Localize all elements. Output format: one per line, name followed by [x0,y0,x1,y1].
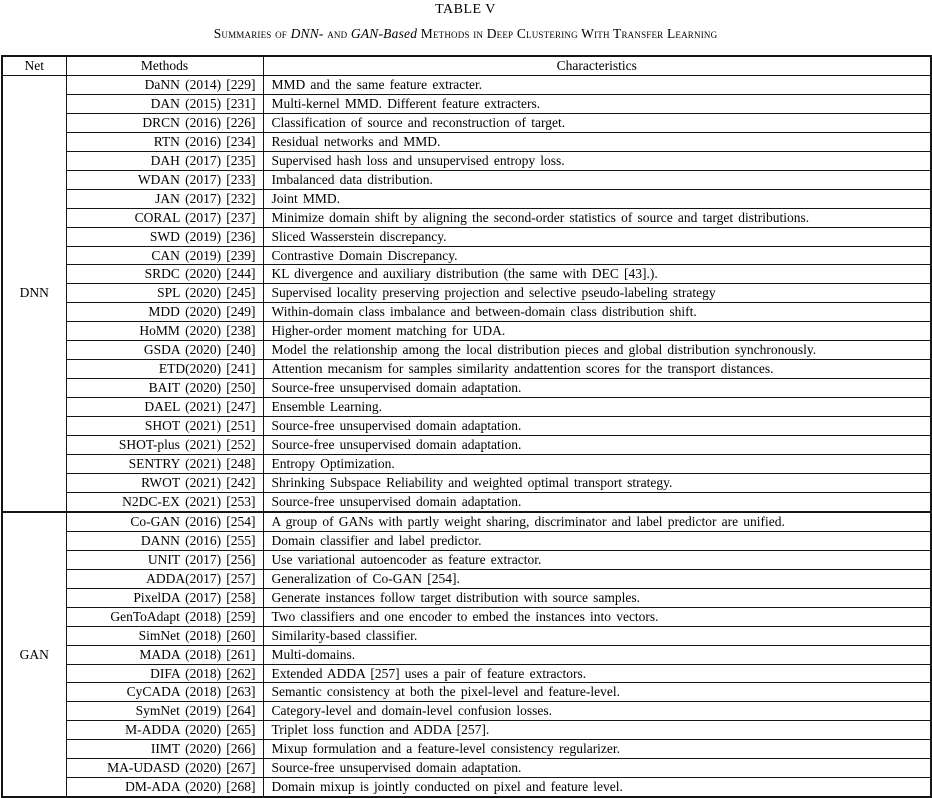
net-group-label: DNN [2,75,66,511]
characteristic-cell: Entropy Optimization. [263,455,931,474]
table-row [2,360,931,379]
method-cell: DANN (2016) [255] [66,531,263,550]
characteristic-cell: Domain classifier and label predictor. [263,531,931,550]
table-row [2,778,931,797]
table-number-label: TABLE V [435,2,496,17]
table-row [2,492,931,511]
table-row [2,588,931,607]
table-row [2,341,931,360]
table-row [2,417,931,436]
method-cell: GSDA (2020) [240] [66,341,263,360]
method-cell: DRCN (2016) [226] [66,113,263,132]
characteristic-cell: A group of GANs with partly weight sharing, discriminator and label predictor are unified. [263,512,931,531]
characteristic-cell: Use variational autoencoder as feature extractor. [263,550,931,569]
subtitle-part: and [323,26,351,41]
characteristic-cell: Multi-kernel MMD. Different feature extracters. [263,94,931,113]
method-cell: ADDA(2017) [257] [66,569,263,588]
header-row [2,56,931,75]
method-cell: MDD (2020) [249] [66,303,263,322]
method-cell: SENTRY (2021) [248] [66,455,263,474]
characteristic-cell: Within-domain class imbalance and between-domain class distribution shift. [263,303,931,322]
table-row [2,113,931,132]
table-row [2,702,931,721]
method-cell: DaNN (2014) [229] [66,75,263,94]
characteristic-cell: Generate instances follow target distribution with source samples. [263,588,931,607]
method-cell: SPL (2020) [245] [66,284,263,303]
characteristic-cell: Joint MMD. [263,189,931,208]
characteristic-cell: Multi-domains. [263,645,931,664]
characteristic-cell: Contrastive Domain Discrepancy. [263,246,931,265]
table-row [2,473,931,492]
table-row [2,189,931,208]
characteristic-cell: Supervised hash loss and unsupervised entropy loss. [263,151,931,170]
table-row [2,759,931,778]
method-cell: DAEL (2021) [247] [66,398,263,417]
subtitle-part: Methods in Deep Clustering With Transfer Learning [417,26,718,41]
characteristic-cell: Source-free unsupervised domain adaptation. [263,492,931,511]
table-row [2,379,931,398]
characteristic-cell: Classification of source and reconstruction of target. [263,113,931,132]
characteristic-cell: Shrinking Subspace Reliability and weighted optimal transport strategy. [263,473,931,492]
subtitle-part: GAN-Based [350,26,418,41]
characteristic-cell: Extended ADDA [257] uses a pair of feature extractors. [263,664,931,683]
method-cell: HoMM (2020) [238] [66,322,263,341]
characteristic-cell: Source-free unsupervised domain adaptation. [263,436,931,455]
characteristic-cell: Residual networks and MMD. [263,132,931,151]
method-cell: JAN (2017) [232] [66,189,263,208]
method-cell: RTN (2016) [234] [66,132,263,151]
characteristic-cell: MMD and the same feature extracter. [263,75,931,94]
table-row [2,75,931,94]
method-cell: RWOT (2021) [242] [66,473,263,492]
table-row [2,645,931,664]
table-row [2,512,931,531]
method-cell: DAH (2017) [235] [66,151,263,170]
method-cell: Co-GAN (2016) [254] [66,512,263,531]
method-cell: ETD(2020) [241] [66,360,263,379]
table-row [2,455,931,474]
characteristic-cell: Minimize domain shift by aligning the second-order statistics of source and target distributions. [263,208,931,227]
method-cell: UNIT (2017) [256] [66,550,263,569]
subtitle-part: Summaries of [213,26,291,41]
method-cell: CORAL (2017) [237] [66,208,263,227]
subtitle-part: DNN- [290,26,324,41]
method-cell: DM-ADA (2020) [268] [66,778,263,797]
method-cell: CyCADA (2018) [263] [66,683,263,702]
characteristic-cell: Two classifiers and one encoder to embed the instances into vectors. [263,607,931,626]
table-row [2,227,931,246]
table-row [2,94,931,113]
methods-summary-table [1,55,932,798]
characteristic-cell: Generalization of Co-GAN [254]. [263,569,931,588]
characteristic-cell: Similarity-based classifier. [263,626,931,645]
table-row [2,398,931,417]
characteristic-cell: Imbalanced data distribution. [263,170,931,189]
table-row [2,284,931,303]
characteristic-cell: Category-level and domain-level confusion losses. [263,702,931,721]
table-row [2,322,931,341]
characteristic-cell: Source-free unsupervised domain adaptation. [263,379,931,398]
characteristic-cell: Source-free unsupervised domain adaptation. [263,417,931,436]
characteristic-cell: Triplet loss function and ADDA [257]. [263,721,931,740]
table-row [2,569,931,588]
characteristic-cell: Model the relationship among the local distribution pieces and global distribution synchronously. [263,341,931,360]
method-cell: SymNet (2019) [264] [66,702,263,721]
table-row [2,132,931,151]
method-cell: CAN (2019) [239] [66,246,263,265]
table-row [2,246,931,265]
characteristic-cell: Higher-order moment matching for UDA. [263,322,931,341]
characteristic-cell: Domain mixup is jointly conducted on pixel and feature level. [263,778,931,797]
characteristic-cell: KL divergence and auxiliary distribution (the same with DEC [43].). [263,265,931,284]
method-cell: SHOT-plus (2021) [252] [66,436,263,455]
characteristic-cell: Mixup formulation and a feature-level consistency regularizer. [263,740,931,759]
method-cell: SRDC (2020) [244] [66,265,263,284]
method-cell: N2DC-EX (2021) [253] [66,492,263,511]
table-row [2,626,931,645]
column-header-net: Net [2,56,66,75]
method-cell: SHOT (2021) [251] [66,417,263,436]
characteristic-cell: Attention mecanism for samples similarity andattention scores for the transport distances. [263,360,931,379]
table-row [2,683,931,702]
table-row [2,170,931,189]
method-cell: DAN (2015) [231] [66,94,263,113]
table-row [2,151,931,170]
characteristic-cell: Semantic consistency at both the pixel-level and feature-level. [263,683,931,702]
table-row [2,607,931,626]
method-cell: SimNet (2018) [260] [66,626,263,645]
table-row [2,208,931,227]
characteristic-cell: Supervised locality preserving projection and selective pseudo-labeling strategy [263,284,931,303]
table-row [2,740,931,759]
method-cell: SWD (2019) [236] [66,227,263,246]
method-cell: IIMT (2020) [266] [66,740,263,759]
table-row [2,721,931,740]
characteristic-cell: Ensemble Learning. [263,398,931,417]
method-cell: M-ADDA (2020) [265] [66,721,263,740]
method-cell: GenToAdapt (2018) [259] [66,607,263,626]
characteristic-cell: Source-free unsupervised domain adaptation. [263,759,931,778]
column-header-methods: Methods [66,56,263,75]
method-cell: BAIT (2020) [250] [66,379,263,398]
characteristic-cell: Sliced Wasserstein discrepancy. [263,227,931,246]
table-row [2,303,931,322]
method-cell: MA-UDASD (2020) [267] [66,759,263,778]
method-cell: DIFA (2018) [262] [66,664,263,683]
table-row [2,265,931,284]
table-row [2,436,931,455]
table-subtitle [0,26,931,42]
column-header-characteristics: Characteristics [263,56,931,75]
table-row [2,550,931,569]
method-cell: PixelDA (2017) [258] [66,588,263,607]
net-group-label: GAN [2,512,66,797]
method-cell: MADA (2018) [261] [66,645,263,664]
table-row [2,531,931,550]
table-row [2,664,931,683]
method-cell: WDAN (2017) [233] [66,170,263,189]
